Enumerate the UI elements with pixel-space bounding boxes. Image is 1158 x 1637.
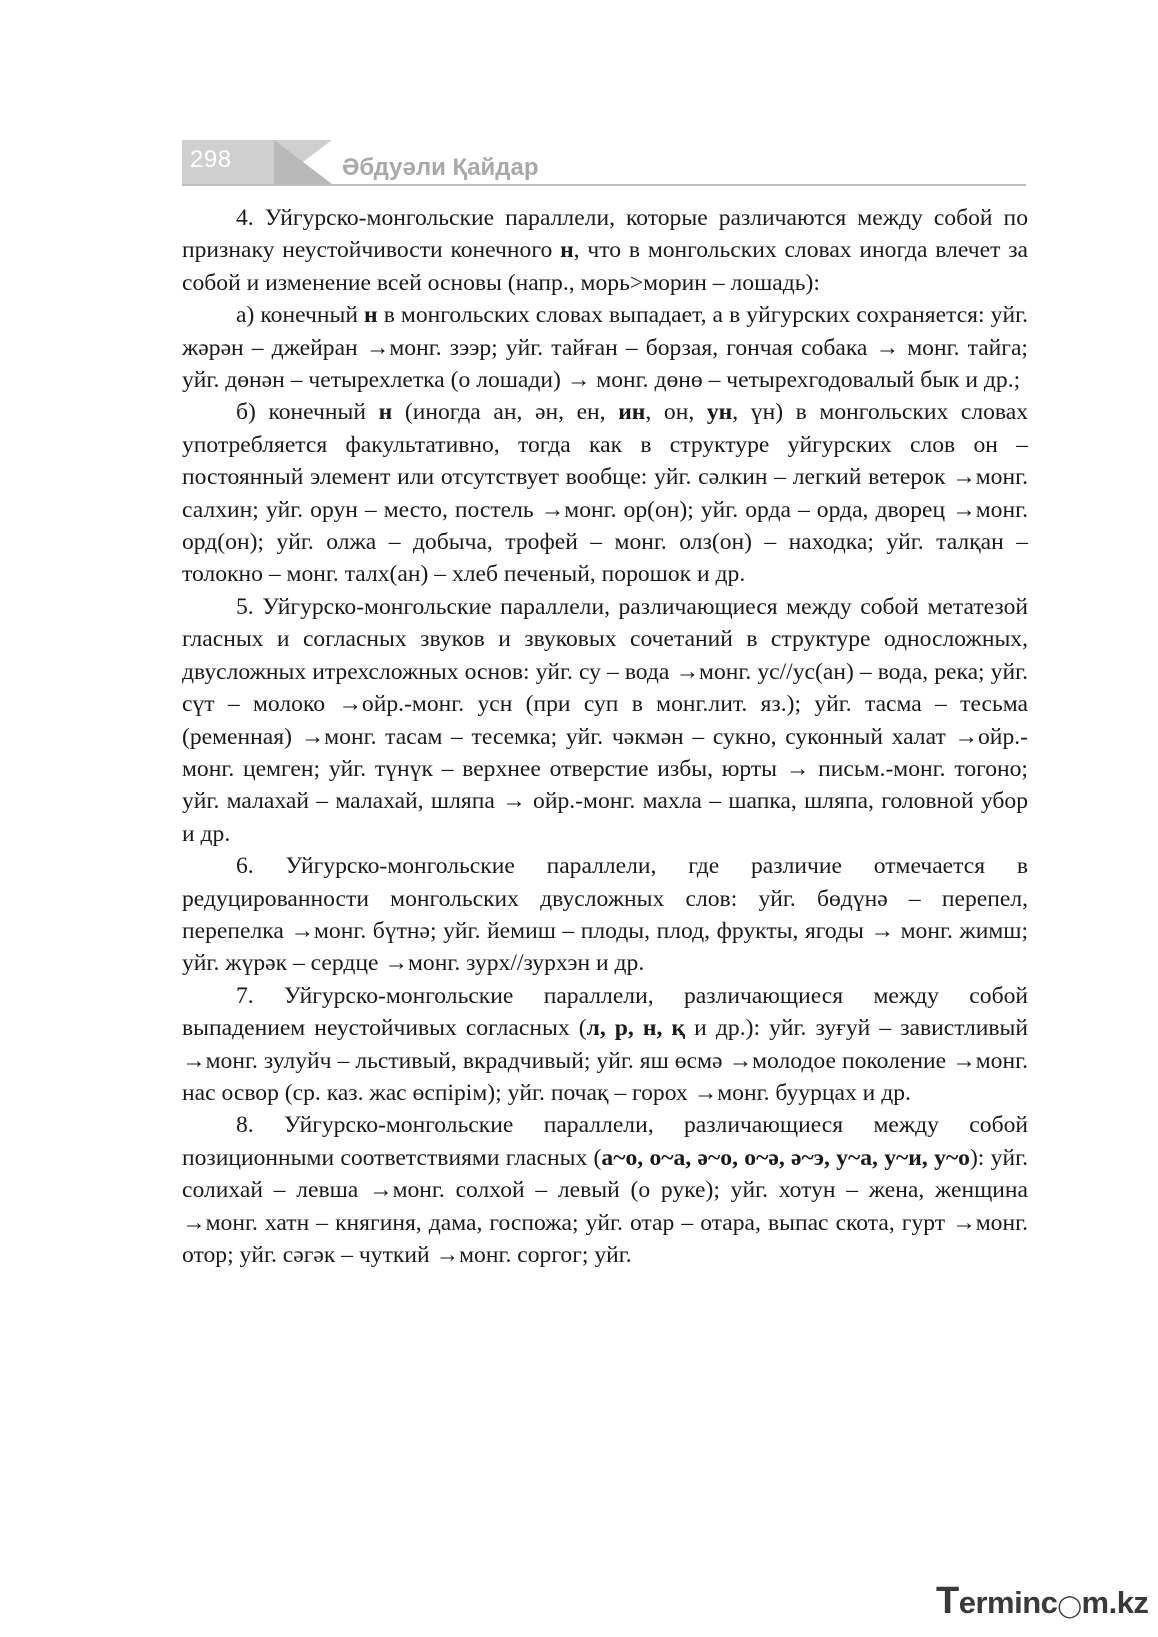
bold-fragment: ун <box>706 399 733 426</box>
paragraph-8: 8. Уйгурско-монгольские параллели, различающиеся между собой позиционными соответствиями гласных (а~о, о~а, ә~о, о~ә, ә~э, у~а, у~и, у~о): уйг. солихай – левша →монг. солхой – левый (о руке); уйг. хотун – жена, женщина →монг. хатн – княгиня, дама, госпожа; уйг. отар – отара, выпас скота, гурт →монг. отор; уйг. сәгәк – чуткий →монг. соргог; уйг. <box>182 1112 1029 1268</box>
body-text <box>182 202 1028 1271</box>
termincom-watermark: Terminc◯m.kz <box>936 1580 1149 1622</box>
page-number-tab <box>182 140 274 184</box>
page-number: 298 <box>190 146 232 173</box>
bold-fragment: н <box>560 237 574 264</box>
bold-fragment: ин <box>618 399 646 426</box>
running-title: Әбдуәли Қайдар <box>342 154 539 181</box>
paragraph-6: 6. Уйгурско-монгольские параллели, где различие отмечается в редуцированности монгольских двусложных слов: уйг. бөдүнә – перепел, перепелка →монг. бүтнә; уйг. йемиш – плоды, плод, фрукты, ягоды → монг. жимш; уйг. жүрәк – сердце →монг. зурх//зурхэн и др. <box>182 853 1028 977</box>
header-wedge-dark <box>274 140 332 184</box>
paragraph-5: 5. Уйгурско-монгольские параллели, различающиеся между собой метатезой гласных и согласных звуков и звуковых сочетаний в структуре односложных, двусложных итрехсложных основ: уйг. су – вода →монг. ус//ус(ан) – вода, река; уйг. сүт – молоко →ойр.-монг. усн (при суп в монг.лит. яз.); уйг. тасма – тесьма (ременная) →монг. тасам – тесемка; уйг. чәкмән – сукно, суконный халат →ойр.-монг. цемген; уйг. түнүк – верхнее отверстие избы, юрты → письм.-монг. тогоно; уйг. малахай – малахай, шляпа → ойр.-монг. махла – шапка, шляпа, головной убор и др. <box>182 593 1028 847</box>
bold-fragment: а~о, о~а, ә~о, о~ә, ә~э, у~а, у~и, у~о <box>601 1144 970 1171</box>
bold-fragment: н <box>364 302 378 329</box>
magnifier-icon: ◯ <box>1057 1593 1082 1618</box>
paragraph-4a: а) конечный н в монгольских словах выпадает, а в уйгурских сохраняется: уйг. жәрән – джейран →монг. зээр; уйг. тайған – борзая, гончая собака → монг. тайга; уйг. дөнән – четырехлетка (о лошади) → монг. дөнө – четырехгодовалый бык и др.; <box>182 302 1028 394</box>
paragraph-7: 7. Уйгурско-монгольские параллели, различающиеся между собой выпадением неустойчивых согласных (л, р, н, қ и др.): уйг. зуғуй – завистливый →монг. зулуйч – льстивый, вкрадчивый; уйг. яш өсмә →молодое поколение →монг. нас освор (ср. каз. жас өспірім); уйг. почақ – горох →монг. буурцах и др. <box>182 982 1028 1106</box>
bold-fragment: л, р, н, қ <box>586 1015 686 1042</box>
header-rule <box>182 184 1026 186</box>
running-header <box>182 140 1026 190</box>
paragraph-4b: б) конечный н (иногда ан, ән, ен, ин, он, ун, үн) в монгольских словах употребляется факультативно, тогда как в структуре уйгурских слов он – постоянный элемент или отсутствует вообще: уйг. сәлкин – легкий ветерок →монг. салхин; уйг. орун – место, постель →монг. ор(он); уйг. орда – орда, дворец →монг. орд(он); уйг. олжа – добыча, трофей – монг. олз(он) – находка; уйг. талқан – толокно – монг. талх(ан) – хлеб печеный, порошок и др. <box>182 399 1029 588</box>
paragraph-4: 4. Уйгурско-монгольские параллели, которые различаются между собой по признаку неустойчивости конечного н, что в монгольских словах иногда влечет за собой и изменение всей основы (напр., морь>морин – лошадь): <box>182 205 1028 296</box>
bold-fragment: н <box>378 399 393 426</box>
